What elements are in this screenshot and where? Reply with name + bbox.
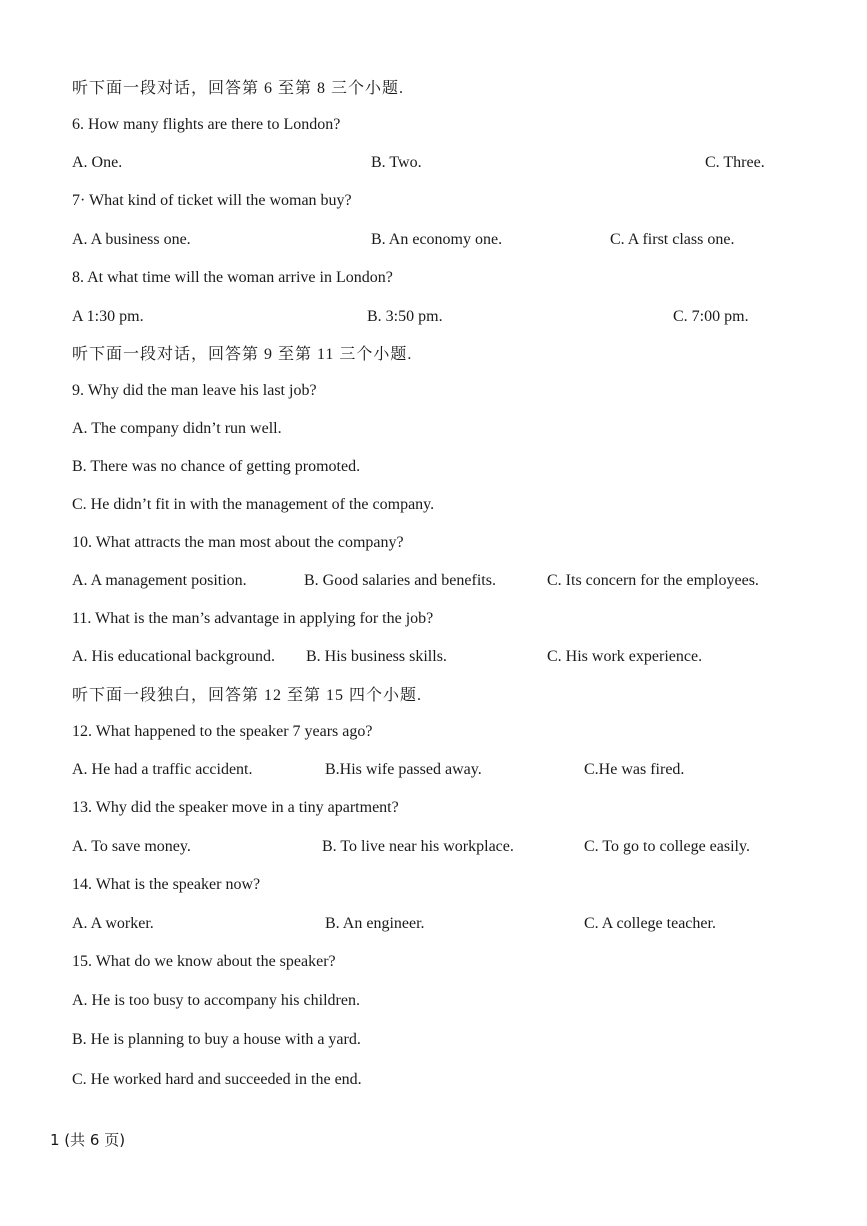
question-9-stem: 9. Why did the man leave his last job? (72, 382, 317, 399)
question-9-option-b: B. There was no chance of getting promoted. (72, 458, 361, 475)
question-11-option-c: C. His work experience. (547, 648, 703, 665)
question-14-option-a: A. A worker. (72, 915, 154, 932)
question-10-stem: 10. What attracts the man most about the company? (72, 534, 404, 551)
question-8-option-a: A 1:30 pm. (72, 308, 144, 325)
question-13-stem: 13. Why did the speaker move in a tiny apartment? (72, 799, 399, 816)
question-7-option-b: B. An economy one. (371, 231, 503, 248)
question-12-option-a: A. He had a traffic accident. (72, 761, 253, 778)
question-8-option-c: C. 7:00 pm. (673, 308, 749, 325)
section-instruction: 听下面一段对话，回答第 9 至第 11 三个小题. (72, 346, 413, 363)
question-8-option-b: B. 3:50 pm. (367, 308, 443, 325)
question-15-option-c: C. He worked hard and succeeded in the end. (72, 1071, 362, 1088)
question-10-option-a: A. A management position. (72, 572, 247, 589)
section-instruction: 听下面一段独白，回答第 12 至第 15 四个小题. (72, 687, 423, 704)
question-13-option-c: C. To go to college easily. (584, 838, 750, 855)
question-6-option-c: C. Three. (705, 154, 765, 171)
question-11-option-b: B. His business skills. (306, 648, 447, 665)
question-6-option-a: A. One. (72, 154, 123, 171)
question-8-stem: 8. At what time will the woman arrive in London? (72, 269, 393, 286)
question-12-option-c: C.He was fired. (584, 761, 685, 778)
question-15-stem: 15. What do we know about the speaker? (72, 953, 336, 970)
question-10-option-c: C. Its concern for the employees. (547, 572, 759, 589)
section-instruction: 听下面一段对话，回答第 6 至第 8 三个小题. (72, 80, 405, 97)
question-9-option-c: C. He didn’t fit in with the management of the company. (72, 496, 435, 513)
question-13-option-a: A. To save money. (72, 838, 191, 855)
question-14-option-c: C. A college teacher. (584, 915, 716, 932)
question-9-option-a: A. The company didn’t run well. (72, 420, 282, 437)
question-6-option-b: B. Two. (371, 154, 422, 171)
question-12-stem: 12. What happened to the speaker 7 years ago? (72, 723, 373, 740)
question-6-stem: 6. How many flights are there to London? (72, 116, 341, 133)
question-14-option-b: B. An engineer. (325, 915, 425, 932)
question-11-stem: 11. What is the man’s advantage in applying for the job? (72, 610, 434, 627)
question-12-option-b: B.His wife passed away. (325, 761, 482, 778)
page-number: 1 (共 6 页) (50, 1131, 126, 1149)
question-15-option-a: A. He is too busy to accompany his children. (72, 992, 360, 1009)
question-7-option-a: A. A business one. (72, 231, 191, 248)
question-7-option-c: C. A first class one. (610, 231, 735, 248)
question-13-option-b: B. To live near his workplace. (322, 838, 514, 855)
question-10-option-b: B. Good salaries and benefits. (304, 572, 496, 589)
question-11-option-a: A. His educational background. (72, 648, 276, 665)
question-14-stem: 14. What is the speaker now? (72, 876, 261, 893)
question-15-option-b: B. He is planning to buy a house with a yard. (72, 1031, 361, 1048)
question-7-stem: 7· What kind of ticket will the woman buy? (72, 192, 352, 209)
